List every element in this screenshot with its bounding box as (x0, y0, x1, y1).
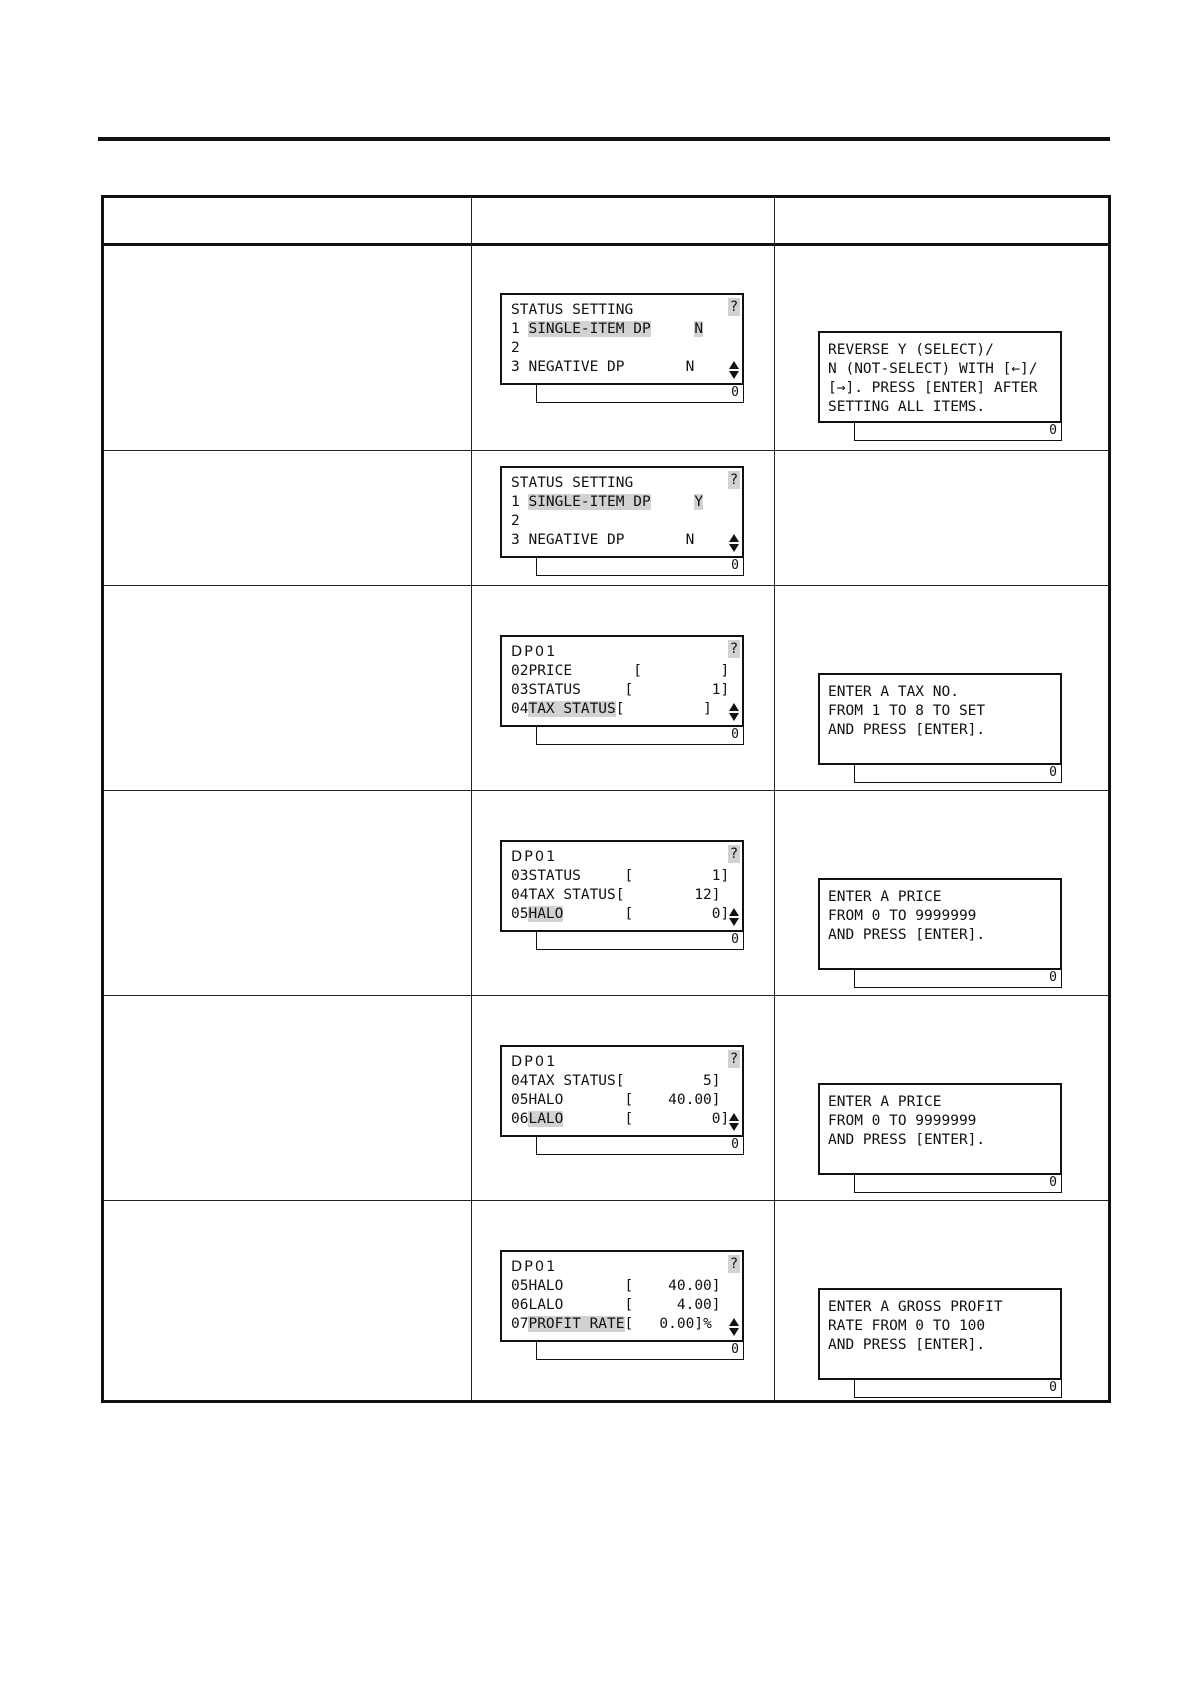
lcd-display-row-2 (500, 466, 744, 576)
lcd-line: 04TAX STATUS[ 12] (511, 887, 721, 903)
question-mark: ? (729, 846, 739, 862)
lcd-title: STATUS SETTING (511, 475, 634, 491)
lcd-title: DP01 (511, 644, 558, 660)
question-mark: ? (729, 641, 739, 657)
lcd-line: 02PRICE [ ] (511, 663, 730, 679)
lcd-line: 05HALO [ 0] (511, 906, 730, 922)
question-mark: ? (729, 472, 739, 488)
column-divider (471, 198, 472, 1400)
question-mark: ? (729, 1051, 739, 1067)
guide-text: ENTER A PRICE FROM 0 TO 9999999 AND PRESS [ENTER]. (818, 1083, 1062, 1175)
scroll-arrows-icon (728, 1317, 740, 1337)
guide-counter: 0 (854, 422, 1062, 441)
guide-counter: 0 (854, 764, 1062, 783)
lcd-title: DP01 (511, 1054, 558, 1070)
scroll-arrows-icon (728, 360, 740, 380)
guide-text: REVERSE Y (SELECT)/ N (NOT-SELECT) WITH [←]/ [→]. PRESS [ENTER] AFTER SETTING ALL ITEMS. (818, 331, 1062, 423)
lcd-line: 05HALO [ 40.00] (511, 1278, 721, 1294)
scroll-arrows-icon (728, 702, 740, 722)
lcd-line: 03STATUS [ 1] (511, 682, 730, 698)
guide-text: ENTER A TAX NO. FROM 1 TO 8 TO SET AND PRESS [ENTER]. (818, 673, 1062, 765)
lcd-line: 04TAX STATUS[ 5] (511, 1073, 721, 1089)
table-header-row (104, 198, 1108, 246)
lcd-line: 06LALO [ 4.00] (511, 1297, 721, 1313)
lcd-counter: 0 (536, 726, 744, 745)
column-divider (774, 198, 775, 1400)
lcd-display-row-3 (500, 635, 744, 745)
guide-counter: 0 (854, 969, 1062, 988)
lcd-line: 1 SINGLE-ITEM DP Y (511, 494, 704, 510)
scroll-arrows-icon (728, 1112, 740, 1132)
top-rule (98, 137, 1110, 141)
lcd-title: DP01 (511, 1259, 558, 1275)
guide-text: ENTER A PRICE FROM 0 TO 9999999 AND PRESS [ENTER]. (818, 878, 1062, 970)
lcd-title: STATUS SETTING (511, 302, 634, 318)
lcd-display-row-5 (500, 1045, 744, 1155)
row-divider (104, 585, 1108, 586)
lcd-counter: 0 (536, 1341, 744, 1360)
lcd-line: 06LALO [ 0] (511, 1111, 730, 1127)
question-mark: ? (729, 299, 739, 315)
row-divider (104, 995, 1108, 996)
row-divider (104, 1200, 1108, 1201)
row-divider (104, 790, 1108, 791)
lcd-title: DP01 (511, 849, 558, 865)
lcd-counter: 0 (536, 557, 744, 576)
lcd-display-row-4 (500, 840, 744, 950)
question-mark: ? (729, 1256, 739, 1272)
lcd-counter: 0 (536, 1136, 744, 1155)
scroll-arrows-icon (728, 907, 740, 927)
guide-counter: 0 (854, 1379, 1062, 1398)
guide-counter: 0 (854, 1174, 1062, 1193)
row-divider (104, 450, 1108, 451)
guide-text: ENTER A GROSS PROFIT RATE FROM 0 TO 100 AND PRESS [ENTER]. (818, 1288, 1062, 1380)
lcd-counter: 0 (536, 384, 744, 403)
scroll-arrows-icon (728, 533, 740, 553)
lcd-counter: 0 (536, 931, 744, 950)
lcd-line: 04TAX STATUS[ ] (511, 701, 712, 717)
lcd-line: 3 NEGATIVE DP N (511, 532, 695, 548)
lcd-line: 05HALO [ 40.00] (511, 1092, 721, 1108)
lcd-line: 07PROFIT RATE[ 0.00]% (511, 1316, 712, 1332)
lcd-line: 2 (511, 513, 520, 529)
lcd-line: 1 SINGLE-ITEM DP N (511, 321, 704, 337)
lcd-display-row-6 (500, 1250, 744, 1360)
lcd-line: 03STATUS [ 1] (511, 868, 730, 884)
procedure-table (101, 195, 1111, 1403)
lcd-line: 2 (511, 340, 520, 356)
lcd-line: 3 NEGATIVE DP N (511, 359, 695, 375)
lcd-display-row-1 (500, 293, 744, 403)
